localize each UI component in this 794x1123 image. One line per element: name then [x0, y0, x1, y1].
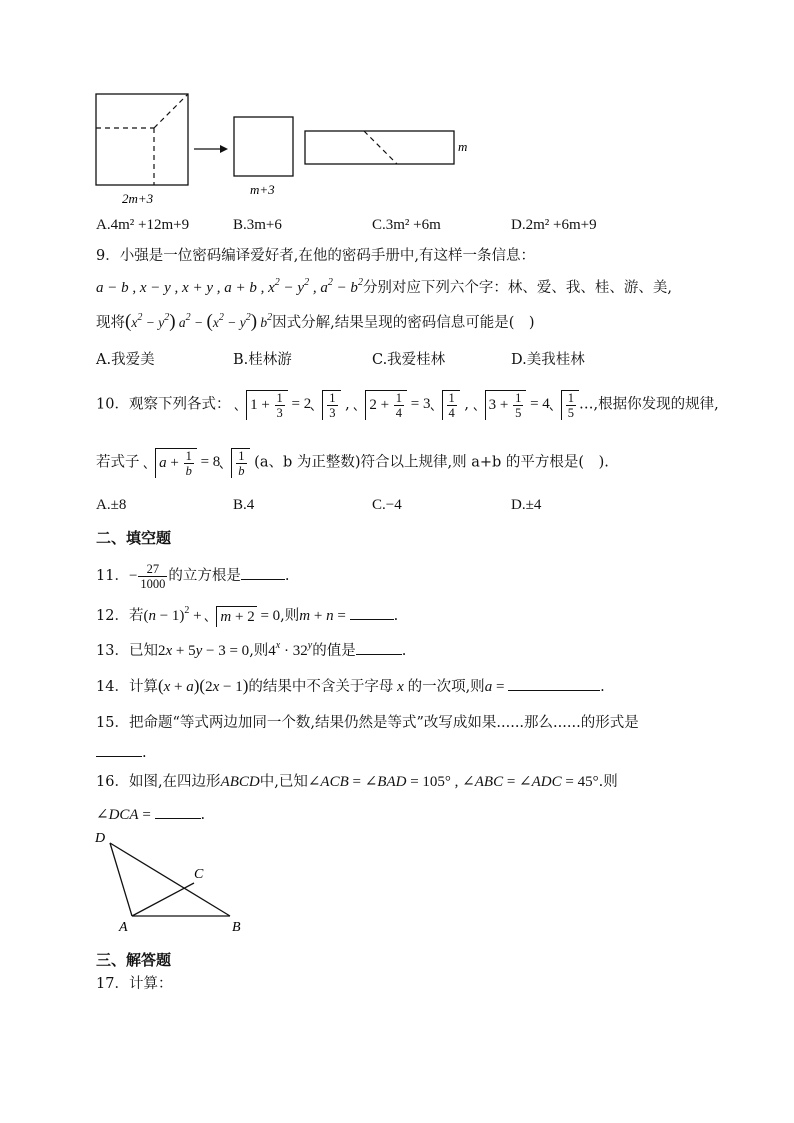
- q10-formula-general: a + $\frac{1}{b}$ = 8 $\frac{1}{b}$: [144, 454, 249, 470]
- q12-number: 12．: [96, 608, 129, 624]
- q9-option-b: B.桂林游: [233, 352, 292, 368]
- q15-end: .: [142, 745, 147, 761]
- q9-polynomial: $(x^2 - y^2) a^2 - (x^2 - y^2)$ $b^2$: [125, 311, 273, 332]
- q12-end: .: [393, 608, 399, 624]
- dashed-diagonal: [154, 94, 188, 128]
- q15-answer-blank[interactable]: [96, 742, 142, 757]
- q14-text-a: 计算: [128, 679, 158, 695]
- q9-line-3: [96, 312, 535, 333]
- vertex-D: D: [95, 831, 106, 846]
- q17-number: 17．: [96, 976, 129, 992]
- q12-expression: m: [299, 608, 311, 624]
- q14-text-c: 的一次项,则: [407, 679, 485, 695]
- q13-expression: $4^x \cdot 32^y$: [268, 640, 313, 659]
- vertex-C: C: [194, 867, 204, 882]
- q10-line2-prefix: 若式子: [96, 454, 140, 471]
- q11-end: .: [284, 567, 290, 584]
- q16-conditions: ∠ACB = ∠BAD = 105° , ∠ABC = ∠ADC = 45°: [307, 774, 599, 790]
- q14-text-b: 的结果中不含关于字母: [248, 679, 394, 695]
- q10-line-1: 10．观察下列各式： 1 + $\frac{1}{3}$ = 2 $\frac{1}{3}$ , 2 + $\frac{1}{4}$ = 3 $\frac{1}{4}$ , 3 + $\frac{1}{5}$ = 4 $\frac{1}{5}$ …,根据你发现的规律,: [96, 391, 719, 420]
- q10-option-d: D.±4: [511, 497, 542, 513]
- q10-option-a: A.±8: [96, 497, 127, 513]
- q17-text: 计算：: [128, 976, 173, 992]
- q12-answer-blank[interactable]: [350, 605, 394, 620]
- q16-line-2: [96, 804, 205, 825]
- edge-AC: [132, 883, 194, 916]
- q14-number: 14．: [96, 679, 129, 695]
- vertex-A: A: [119, 920, 128, 935]
- q17: [96, 974, 172, 994]
- q10-formula-3: 3 + $\frac{1}{5}$ = 4 $\frac{1}{5}$: [474, 396, 579, 412]
- q9-line3-suffix: 因式分解,结果呈现的密码信息可能是( ): [272, 315, 535, 331]
- q10-option-c: C.−4: [372, 497, 402, 513]
- q14-expression: (x + a)(2x − 1): [157, 676, 249, 695]
- q10-intro: 观察下列各式：: [128, 396, 231, 413]
- q10-option-b: B.4: [233, 497, 255, 513]
- label-m-plus-3: m+3: [250, 182, 275, 197]
- q8-option-a: A.4m² +12m+9: [96, 217, 190, 233]
- vertex-B: B: [232, 920, 241, 935]
- section-solve-heading: 三、解答题: [96, 951, 172, 969]
- q16-answer-blank[interactable]: [155, 804, 201, 819]
- q12-text-a: 若: [128, 608, 144, 624]
- q13-text-b: ,则: [249, 643, 269, 659]
- q14-end: .: [600, 679, 605, 695]
- q13-text-a: 已知: [128, 643, 158, 659]
- q13-end: .: [401, 643, 407, 659]
- q11-text: 的立方根是: [168, 567, 241, 584]
- arrow-head: [220, 145, 228, 153]
- q9-option-c: C.我爱桂林: [372, 352, 446, 368]
- q13-equation: 2x + 5y − 3 = 0: [157, 643, 250, 659]
- q8-figure: [90, 90, 480, 212]
- q16-figure: [90, 825, 250, 935]
- q16-text-c: .则: [598, 774, 618, 790]
- q15-line-2: [96, 742, 147, 763]
- q16-line-1: [96, 772, 618, 792]
- q13-number: 13．: [96, 643, 129, 659]
- q9-line-1: [96, 246, 535, 266]
- q10-number: 10．: [96, 396, 129, 413]
- q11-answer-blank[interactable]: [241, 565, 285, 580]
- q9-expressions: a − b , x − y , x + y , a + b , $x^2 - y^2$ , $a^2 - b^2$: [96, 277, 363, 296]
- q12-equation: $(n - 1)^2 + m + 2 = 0$: [143, 605, 281, 626]
- q16-number: 16．: [96, 774, 129, 790]
- q9-line-2: [96, 278, 672, 298]
- q16-text-b: 中,已知: [259, 774, 308, 790]
- q15-number: 15．: [96, 715, 129, 731]
- q14-answer-blank[interactable]: [508, 676, 600, 691]
- q15-text: 把命题“等式两边加同一个数,结果仍然是等式”改写成如果......那么......的形式是: [128, 715, 639, 731]
- q8-option-d: D.2m² +6m+9: [511, 217, 597, 233]
- q10-formula-1: 1 + $\frac{1}{3}$ = 2 $\frac{1}{3}$: [235, 396, 340, 412]
- rectangle: [305, 131, 454, 164]
- q12: 12．若$(n - 1)^2 + m + 2 = 0$,则m + n = .: [96, 605, 399, 626]
- q11-fraction: − $\frac{27}{1000}$: [128, 562, 166, 591]
- rectangle-dashed-diagonal: [364, 131, 397, 164]
- small-square: [234, 117, 293, 176]
- q16-target: ∠DCA =: [96, 807, 155, 823]
- q10-tail: …,根据你发现的规律,: [579, 396, 719, 413]
- label-2m-plus-3: 2m+3: [122, 191, 154, 206]
- label-m: m: [458, 139, 468, 154]
- q14: 14．计算(x + a)(2x − 1)的结果中不含关于字母 x 的一次项,则a = .: [96, 676, 605, 695]
- q13: [96, 640, 406, 661]
- q9-line3-prefix: 现将: [96, 315, 125, 331]
- q16-quad: ABCD: [220, 774, 260, 790]
- q8-option-c: C.3m² +6m: [372, 217, 441, 233]
- q9-words: 分别对应下列六个字：林、爱、我、桂、游、美,: [362, 280, 673, 296]
- q9-intro: 小强是一位密码编译爱好者,在他的密码手册中,有这样一条信息：: [119, 248, 535, 264]
- q10-line2-suffix: (a、b 为正整数)符合以上规律,则 a+b 的平方根是( ).: [254, 454, 609, 471]
- edge-DB: [110, 843, 230, 916]
- q9-option-a: A.我爱美: [96, 352, 155, 368]
- q8-option-b: B.3m+6: [233, 217, 282, 233]
- q10-formula-2: 2 + $\frac{1}{4}$ = 3 $\frac{1}{4}$: [354, 396, 459, 412]
- q12-text-b: ,则: [280, 608, 300, 624]
- q16-end: .: [200, 807, 206, 823]
- q11: [96, 562, 290, 591]
- q13-text-c: 的值是: [312, 643, 356, 659]
- q9-number: 9．: [96, 248, 120, 264]
- section-fill-in-blank-heading: 二、填空题: [96, 529, 172, 547]
- q9-option-d: D.美我桂林: [511, 352, 585, 368]
- q13-answer-blank[interactable]: [356, 640, 402, 655]
- q11-number: 11．: [96, 567, 129, 584]
- q16-text-a: 如图,在四边形: [128, 774, 221, 790]
- q15: [96, 713, 639, 733]
- q10-line-2: [96, 448, 609, 478]
